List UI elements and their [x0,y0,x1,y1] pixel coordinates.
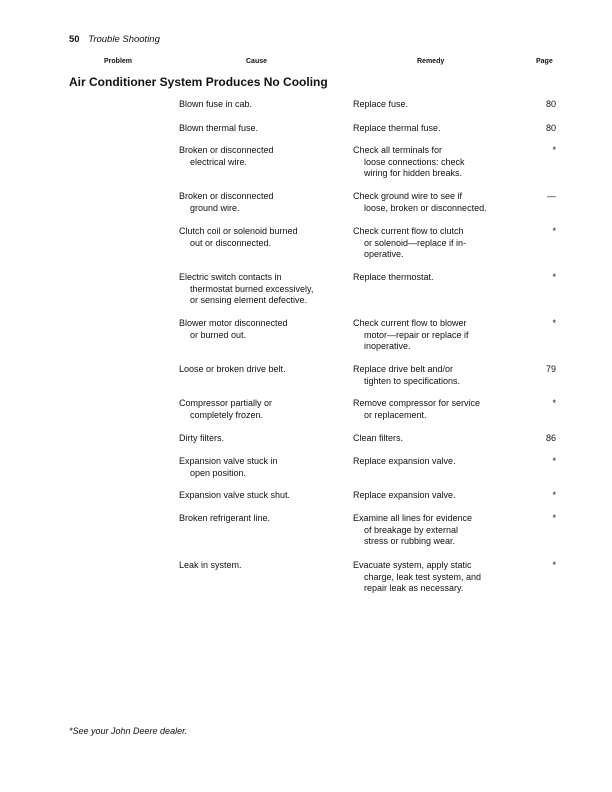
page-ref: * [552,513,556,523]
cause-line: ground wire. [190,202,240,213]
remedy-line: charge, leak test system, and [364,571,482,582]
remedy-line: motor—repair or replace if [364,329,469,340]
remedy-line: Replace expansion valve. [353,490,456,500]
remedy-line: Check current flow to clutch [353,226,464,236]
remedy-line: or replacement. [364,409,427,420]
remedy-line: Replace expansion valve. [353,456,456,466]
remedy-line: loose connections: check [364,156,465,167]
remedy-line: Replace drive belt and/or [353,364,454,374]
remedy-line: loose, broken or disconnected. [364,202,487,213]
remedy-line: Check all terminals for [353,145,443,155]
column-header-page: Page [536,58,553,65]
remedy-cell [353,272,518,284]
cause-line: Compressor partially or [179,398,273,408]
cause-line: Expansion valve stuck shut. [179,490,291,500]
remedy-line: Remove compressor for service [353,398,481,408]
column-header-problem: Problem [104,58,133,65]
cause-cell [179,398,344,421]
remedy-line: Examine all lines for evidence [353,513,473,523]
remedy-cell [353,364,518,387]
cause-line: Blown fuse in cab. [179,99,253,109]
cause-line: Blown thermal fuse. [179,123,259,133]
page-ref: 80 [545,123,556,133]
cause-cell [179,490,344,502]
page-number: 50 [69,34,80,45]
cause-cell [179,433,344,445]
cause-line: completely frozen. [190,409,264,420]
cause-line: Dirty filters. [179,433,224,443]
cause-cell [179,191,344,214]
remedy-line: Clean filters. [353,433,404,443]
cause-line: open position. [190,467,247,478]
footnote: *See your John Deere dealer. [69,726,188,736]
cause-cell [179,513,344,525]
remedy-line: of breakage by external [364,524,459,535]
cause-line: Loose or broken drive belt. [179,364,286,374]
cause-line: Broken refrigerant line. [179,513,271,523]
cause-line: Blower motor disconnected [179,318,288,328]
remedy-cell [353,433,518,445]
cause-line: Broken or disconnected [179,191,274,201]
cause-line: thermostat burned excessively, [190,283,314,294]
cause-cell [179,99,344,111]
page-ref: * [552,398,556,408]
remedy-cell [353,123,518,135]
remedy-line: Check current flow to blower [353,318,467,328]
remedy-cell [353,560,518,595]
remedy-cell [353,226,518,261]
remedy-cell [353,145,518,180]
remedy-cell [353,456,518,468]
cause-cell [179,272,344,307]
remedy-line: Replace thermal fuse. [353,123,441,133]
page-ref: * [552,272,556,282]
problem-title: Air Conditioner System Produces No Cooling [69,75,328,89]
remedy-line: Check ground wire to see if [353,191,463,201]
page-ref: 86 [545,433,556,443]
remedy-line: Replace thermostat. [353,272,434,282]
page-ref: * [552,560,556,570]
cause-cell [179,364,344,376]
remedy-line: operative. [364,249,404,259]
page-ref: 80 [545,99,556,109]
cause-cell [179,123,344,135]
cause-line: electrical wire. [190,156,248,167]
remedy-cell [353,191,518,214]
remedy-line: stress or rubbing wear. [364,536,456,546]
remedy-line: inoperative. [364,341,411,351]
page-ref: * [552,456,556,466]
remedy-line: repair leak as necessary. [364,583,464,593]
cause-cell [179,456,344,479]
cause-line: Electric switch contacts in [179,272,282,282]
remedy-cell [353,99,518,111]
page-ref: * [552,490,556,500]
page-ref: * [552,145,556,155]
remedy-cell [353,398,518,421]
cause-line: out or disconnected. [190,237,272,248]
page-ref: 79 [545,364,556,374]
cause-line: Broken or disconnected [179,145,274,155]
remedy-cell [353,513,518,548]
cause-cell [179,226,344,249]
page-ref: — [547,191,556,201]
cause-cell [179,318,344,341]
remedy-cell [353,490,518,502]
column-header-cause: Cause [246,58,268,65]
cause-line: or burned out. [190,329,247,340]
page-ref: * [552,226,556,236]
running-head [69,34,160,45]
remedy-line: or solenoid—replace if in- [364,237,467,248]
column-header-remedy: Remedy [417,58,445,65]
section-title: Trouble Shooting [88,34,160,45]
remedy-line: Evacuate system, apply static [353,560,472,570]
cause-line: Expansion valve stuck in [179,456,278,466]
cause-line: Clutch coil or solenoid burned [179,226,298,236]
remedy-cell [353,318,518,353]
remedy-line: Replace fuse. [353,99,409,109]
cause-cell [179,145,344,168]
remedy-line: tighten to specifications. [364,375,461,386]
page-ref: * [552,318,556,328]
remedy-line: wiring for hidden breaks. [364,168,463,178]
cause-line: or sensing element defective. [190,295,308,305]
cause-cell [179,560,344,572]
cause-line: Leak in system. [179,560,242,570]
